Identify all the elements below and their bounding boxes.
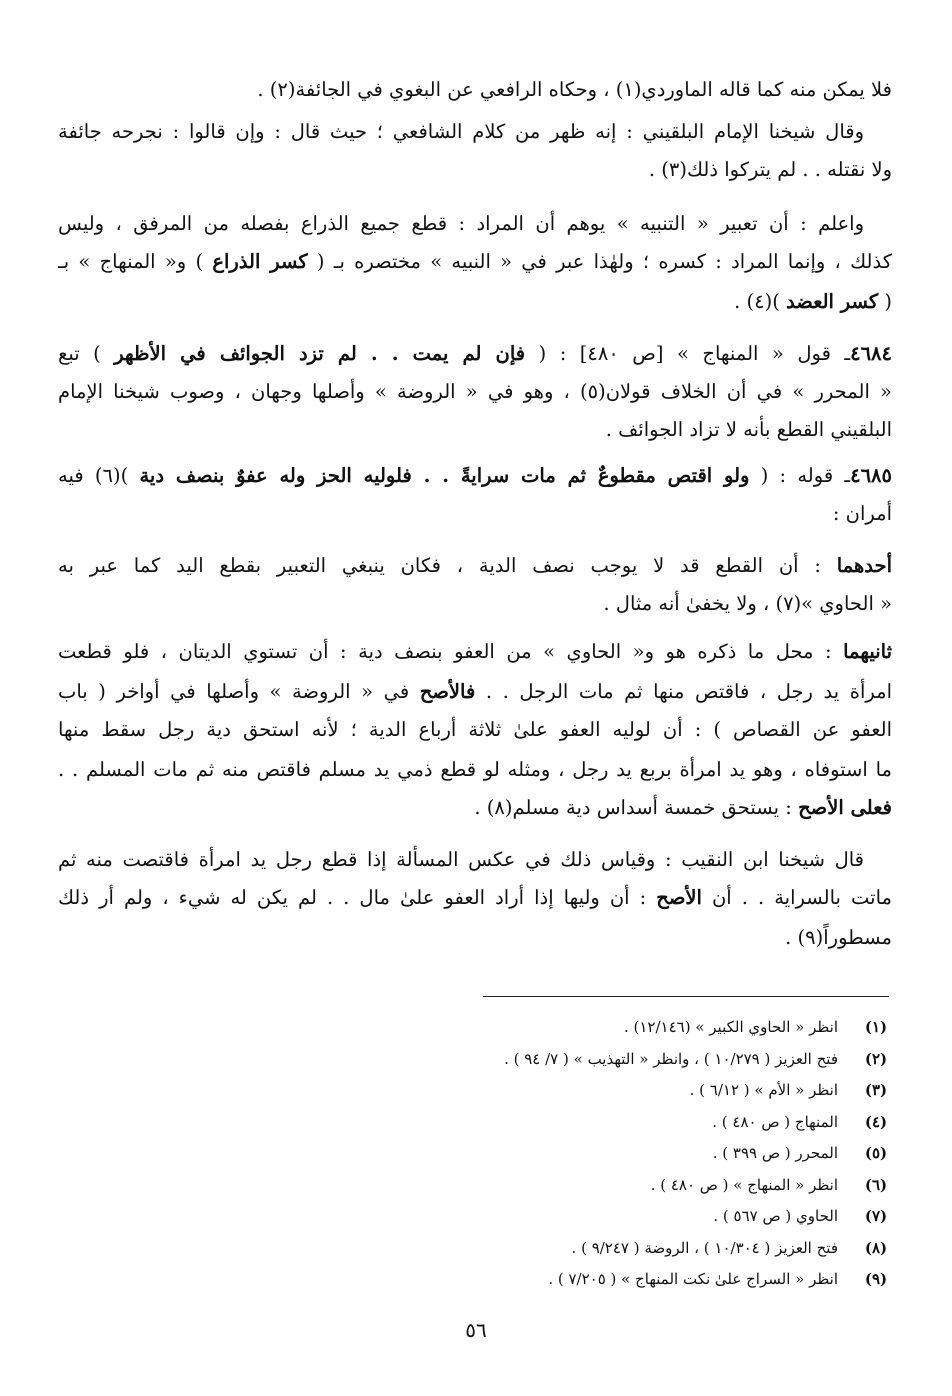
text-run: ( [878, 290, 892, 313]
text-line [58, 150, 892, 190]
text-run: قال شيخنا ابن النقيب : وقياس ذلك في عكس المسألة إذا قطع رجل يد امرأة فاقتصت منه ثم [58, 848, 864, 871]
footnote-number: (٨) [864, 1238, 888, 1257]
text-run: العفو عن القصاص ) : أن لوليه العفو علىٰ ثلاثة أرباع الدية ؛ لأنه استحق دية رجل سقط منها [58, 718, 892, 741]
footnote [58, 1012, 896, 1043]
text-run: ماتت بالسراية . . أن [701, 886, 892, 909]
text-run: )(٦) فيه [58, 464, 140, 487]
footnote-number: (٣) [864, 1081, 888, 1099]
bold-text: أحدهما [836, 554, 892, 577]
footnote-number: (٦) [864, 1175, 888, 1194]
text-run: ولا نقتله . . لم يتركوا ذلك(٣) . [648, 158, 892, 181]
page-number: ٥٦ [465, 1318, 487, 1342]
footnote-number: (٥) [864, 1144, 888, 1162]
text-line [58, 204, 864, 244]
text-run: « الحاوي »(٧) ، ولا يخفىٰ أنه مثال . [603, 592, 892, 615]
text-line [58, 334, 892, 374]
text-line [58, 918, 892, 958]
text-line [58, 456, 892, 496]
text-run: ) و« المنهاج » بـ [58, 250, 213, 273]
text-line [58, 112, 864, 152]
footnote-text: انظر « الأم » ( ٦/١٢ ) . [689, 1081, 838, 1099]
bold-text: ٤٦٨٥ [850, 464, 892, 487]
text-line [58, 672, 892, 712]
footnote-number: (١) [864, 1018, 888, 1036]
footnote-separator [483, 996, 889, 997]
footnote-text: انظر « السراج علىٰ نكت المنهاج » ( ٧/٢٠٥ ) . [548, 1270, 838, 1288]
footnote-text: انظر « الحاوي الكبير » (١٢/١٤٦) . [623, 1018, 838, 1036]
text-run: أمران : [832, 502, 892, 525]
footnote [58, 1170, 896, 1201]
footnote [58, 1075, 896, 1106]
footnote-number: (٤) [864, 1112, 888, 1131]
text-line [58, 878, 892, 918]
footnote-number: (٢) [864, 1049, 888, 1068]
text-line [58, 788, 892, 828]
bold-text: فعلى الأصح [798, 796, 892, 819]
text-run: ـ قوله : ( [749, 464, 851, 487]
bold-text: ٤٦٨٤ [850, 342, 892, 365]
text-run: وقال شيخنا الإمام البلقيني : إنه ظهر من كلام الشافعي ؛ حيث قال : وإن قالوا : نجرحه جائفة [58, 120, 864, 143]
text-run: « المحرر » في أن الخلاف قولان(٥) ، وهو في « الروضة » وأصلها وجهان ، وصوب شيخنا الإمام [58, 380, 892, 403]
text-run: في « الروضة » وأصلها في أواخر ( باب [58, 680, 420, 703]
text-line [58, 584, 892, 624]
footnote [58, 1138, 896, 1169]
text-run: البلقيني القطع بأنه لا تزاد الجوائف . [605, 418, 892, 441]
text-run: مسطوراً(٩) . [785, 926, 892, 949]
text-run: ما استوفاه ، وهو يد امرأة بربع يد رجل ، ومثله لو قطع ذمي يد مسلم فاقتص منه ثم مات المسلم . . [58, 758, 892, 781]
text-line [58, 282, 892, 322]
text-run: امرأة يد رجل ، فاقتص منها ثم مات الرجل . . [475, 680, 892, 703]
text-line [58, 494, 892, 534]
footnote-text: الحاوي ( ص ٥٦٧ ) . [713, 1207, 838, 1225]
text-run: فلا يمكن منه كما قاله الماوردي(١) ، وحكاه الرافعي عن البغوي في الجائفة(٢) . [257, 78, 892, 101]
text-line [58, 710, 892, 750]
footnote-text: المنهاج ( ص ٤٨٠ ) . [712, 1112, 838, 1131]
footnote-number: (٩) [864, 1270, 888, 1288]
footnote-text: المحرر ( ص ٣٩٩ ) . [712, 1144, 838, 1162]
text-run: كذلك ، وإنما المراد : كسره ؛ ولهٰذا عبر في « النبيه » مختصره بـ ( [307, 250, 892, 273]
text-run: : يستحق خمسة أسداس دية مسلم(٨) . [474, 796, 799, 819]
bold-text: ثانيهما [843, 640, 892, 663]
text-run: )(٤) . [734, 290, 787, 313]
text-line [58, 410, 892, 450]
bold-text: الأصح [656, 886, 702, 909]
text-line [58, 632, 892, 672]
text-line [58, 750, 892, 790]
text-line [58, 242, 892, 282]
text-line [58, 840, 864, 880]
text-line [58, 372, 892, 412]
footnote-text: انظر « المنهاج » ( ص ٤٨٠ ) . [650, 1175, 838, 1194]
bold-text: فالأصح [419, 680, 476, 703]
bold-text: فإن لم يمت . . لم تزد الجوائف في الأظهر [114, 342, 526, 365]
footnote-text: فتح العزيز ( ١٠/٣٠٤ ) ، الروضة ( ٩/٢٤٧ ) . [571, 1238, 838, 1257]
bold-text: كسر العضد [786, 290, 879, 313]
text-run: : أن القطع قد لا يوجب نصف الدية ، فكان ينبغي التعبير بقطع اليد كما عبر به [58, 554, 837, 577]
text-run: واعلم : أن تعبير « التنبيه » يوهم أن المراد : قطع جميع الذراع بفصله من المرفق ، وليس [58, 212, 864, 235]
text-run: : أن وليها إذا أراد العفو علىٰ مال . . لم يكن له شيء ، ولم أر ذلك [58, 886, 657, 909]
text-run: ـ قول « المنهاج » [ص ٤٨٠] : ( [525, 342, 851, 365]
text-line [58, 546, 892, 586]
text-run: ) تبع [58, 342, 115, 365]
footnote-text: فتح العزيز ( ١٠/٢٧٩ ) ، وانظر « التهذيب » ( ٧/ ٩٤ ) . [504, 1049, 838, 1068]
bold-text: ولو اقتص مقطوعٌ ثم مات سرايةً . . فلوليه الحز وله عفوٌ بنصف دية [139, 464, 750, 487]
footnote [58, 1201, 896, 1232]
footnote [58, 1044, 896, 1075]
text-line [58, 70, 892, 110]
text-run: : محل ما ذكره هو و« الحاوي » من العفو بنصف دية : أن تستوي الديتان ، فلو قطعت [58, 640, 844, 663]
footnote [58, 1264, 896, 1295]
footnote [58, 1233, 896, 1264]
footnote-number: (٧) [864, 1207, 888, 1225]
bold-text: كسر الذراع [212, 250, 308, 273]
footnote [58, 1107, 896, 1138]
